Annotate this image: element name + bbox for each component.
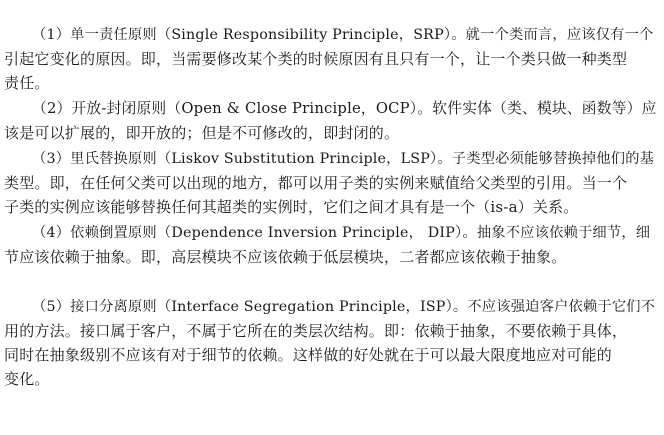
text-line: 类型。即，在任何父类可以出现的地方，都可以用子类的实例来赋值给父类型的引用。当一个 bbox=[4, 174, 628, 192]
text-line: （2）开放-封闭原则（Open & Close Principle，OCP）。软件实体（类、模块、函数等）应 bbox=[32, 100, 657, 117]
text-line: （4）依赖倒置原则（Dependence Inversion Principle， DIP）。抽象不应该依赖于细节，细 bbox=[32, 225, 651, 241]
text-line: （1）单一责任原则（Single Responsibility Principle，SRP）。就一个类而言，应该仅有一个 bbox=[32, 27, 654, 43]
text-line: 责任。 bbox=[4, 74, 50, 92]
text-line: 该是可以扩展的，即开放的；但是不可修改的，即封闭的。 bbox=[4, 124, 400, 142]
text-line: 同时在抽象级别不应该有对于细节的依赖。这样做的好处就在于可以最大限度地应对可能的 bbox=[4, 346, 613, 364]
text-line: 引起它变化的原因。即，当需要修改某个类的时候原因有且只有一个，让一个类只做一种类型 bbox=[4, 50, 628, 68]
text-line: （3）里氏替换原则（Liskov Substitution Principle，LSP）。子类型必须能够替换掉他们的基 bbox=[32, 151, 655, 167]
text-line: 子类的实例应该能够替换任何其超类的实例时，它们之间才具有是一个（is-a）关系。 bbox=[4, 198, 579, 216]
text-line: 变化。 bbox=[4, 370, 50, 388]
text-line: 节应该依赖于抽象。即，高层模块不应该依赖于低层模块，二者都应该依赖于抽象。 bbox=[4, 248, 567, 266]
text-line: 用的方法。接口属于客户，不属于它所在的类层次结构。即：依赖于抽象，不要依赖于具体， bbox=[4, 322, 628, 340]
text-line: （5）接口分离原则（Interface Segregation Principle，ISP）。不应该强迫客户依赖于它们不 bbox=[32, 299, 656, 315]
